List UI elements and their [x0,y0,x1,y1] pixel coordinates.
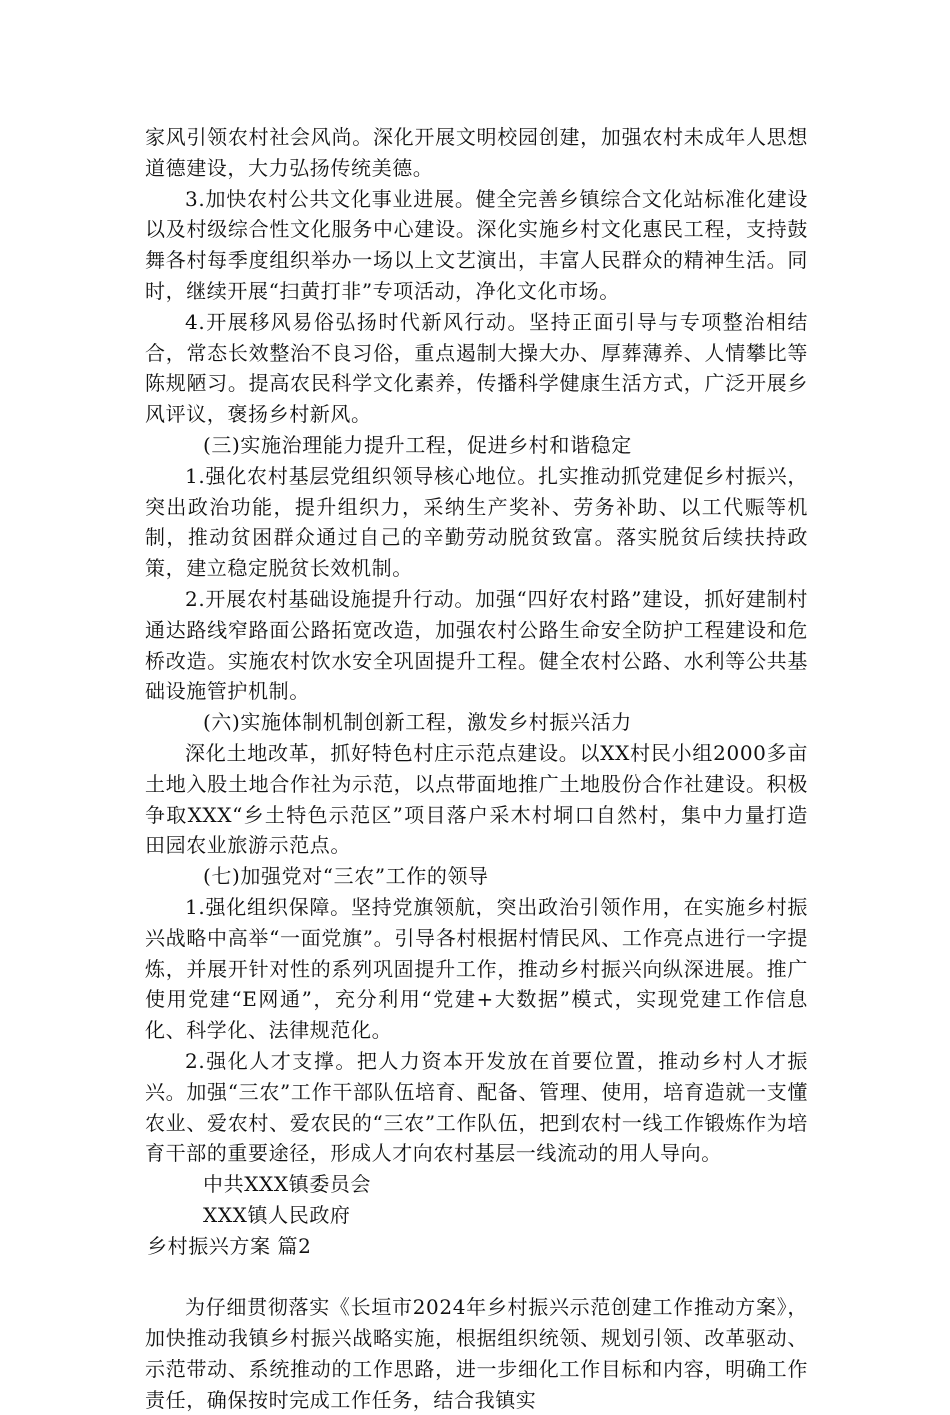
paragraph-talent: 2.强化人才支撑。把人力资本开发放在首要位置，推动乡村人才振兴。加强“三农”工作干部队伍培育、配备、管理、使用，培育造就一支懂农业、爱农村、爱农民的“三农”工作队伍，把到农村一线工作锻炼作为培育干部的重要途径，形成人才向农村基层一线流动的用人导向。 [145,1048,808,1166]
section-heading-3: (三)实施治理能力提升工程，促进乡村和谐稳定 [203,432,632,457]
paragraph-continuation: 家风引领农村社会风尚。深化开展文明校园创建，加强农村未成年人思想道德建设，大力弘扬传统美德。 [145,125,808,180]
signature-party-committee: 中共XXX镇委员会 [203,1172,372,1197]
paragraph-intro-part-2: 为仔细贯彻落实《长垣市2024年乡村振兴示范创建工作推动方案》，加快推动我镇乡村振兴战略实施，根据组织统领、规划引领、改革驱动、示范带动、系统推动的工作思路，进一步细化工作目标和内容，明确工作责任，确保按时完成工作任务，结合我镇实 [145,1295,808,1412]
paragraph-land-reform: 深化土地改革，抓好特色村庄示范点建设。以XX村民小组2000多亩土地入股土地合作社为示范，以点带面地推广土地股份合作社建设。积极争取XXX“乡土特色示范区”项目落户采木村垌口自然村，集中力量打造田园农业旅游示范点。 [145,740,808,858]
section-title-part-2: 乡村振兴方案 篇2 [147,1233,312,1258]
signature-government: XXX镇人民政府 [203,1202,351,1227]
section-heading-7: (七)加强党对“三农”工作的领导 [203,864,489,889]
paragraph-item-1: 1.强化农村基层党组织领导核心地位。扎实推动抓党建促乡村振兴，突出政治功能，提升组织力，采纳生产奖补、劳务补助、以工代赈等机制，推动贫困群众通过自己的辛勤劳动脱贫致富。落实脱贫后续扶持政策，建立稳定脱贫长效机制。 [145,463,808,581]
paragraph-item-3: 3.加快农村公共文化事业进展。健全完善乡镇综合文化站标准化建设以及村级综合性文化服务中心建设。深化实施乡村文化惠民工程，支持鼓舞各村每季度组织举办一场以上文艺演出，丰富人民群众的精神生活。同时，继续开展“扫黄打非”专项活动，净化文化市场。 [145,186,808,303]
paragraph-item-4: 4.开展移风易俗弘扬时代新风行动。坚持正面引导与专项整治相结合，常态长效整治不良习俗，重点遏制大操大办、厚葬薄养、人情攀比等陈规陋习。提高农民科学文化素养，传播科学健康生活方式，广泛开展乡风评议，褒扬乡村新风。 [145,309,808,427]
paragraph-organization: 1.强化组织保障。坚持党旗领航，突出政治引领作用，在实施乡村振兴战略中高举“一面党旗”。引导各村根据村情民风、工作亮点进行一字提炼，并展开针对性的系列巩固提升工作，推动乡村振兴向纵深进展。推广使用党建“E网通”，充分利用“党建+大数据”模式，实现党建工作信息化、科学化、法律规范化。 [145,894,808,1043]
section-heading-6: (六)实施体制机制创新工程，激发乡村振兴活力 [203,710,632,735]
document-body [145,122,808,1415]
paragraph-item-2: 2.开展农村基础设施提升行动。加强“四好农村路”建设，抓好建制村通达路线窄路面公路拓宽改造，加强农村公路生命安全防护工程建设和危桥改造。实施农村饮水安全巩固提升工程。健全农村公路、水利等公共基础设施管护机制。 [145,586,808,704]
